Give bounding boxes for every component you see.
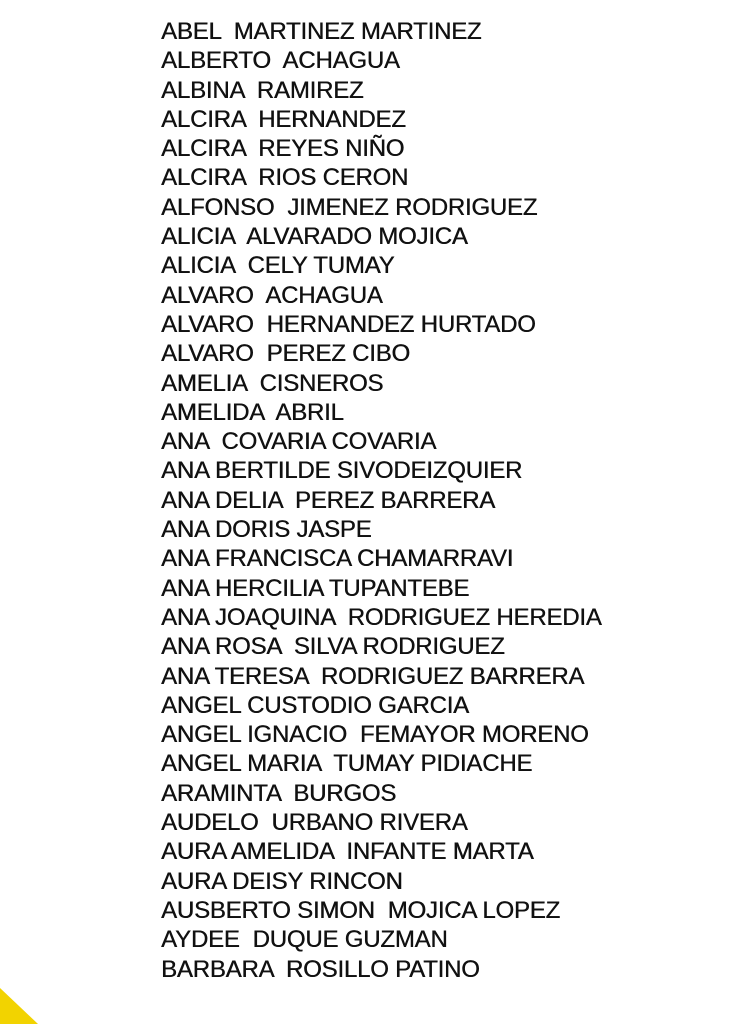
name-item: ALCIRA RIOS CERON xyxy=(161,164,409,192)
name-item: ANGEL CUSTODIO GARCIA xyxy=(161,691,469,719)
corner-accent-shape xyxy=(0,988,38,1024)
name-item: AUDELO URBANO RIVERA xyxy=(161,809,468,837)
name-item: ALICIA ALVARADO MOJICA xyxy=(161,223,468,251)
name-item: ANGEL MARIA TUMAY PIDIACHE xyxy=(161,750,533,778)
name-item: ANA BERTILDE SIVODEIZQUIER xyxy=(161,457,523,485)
name-item: ALVARO ACHAGUA xyxy=(161,281,383,309)
name-item: AYDEE DUQUE GUZMAN xyxy=(161,926,448,954)
name-item: ALCIRA REYES NIÑO xyxy=(161,135,405,163)
name-item: ANGEL IGNACIO FEMAYOR MORENO xyxy=(161,721,589,749)
name-item: ALFONSO JIMENEZ RODRIGUEZ xyxy=(161,193,538,221)
name-item: ABEL MARTINEZ MARTINEZ xyxy=(161,18,482,45)
name-item: ALICIA CELY TUMAY xyxy=(161,252,395,280)
name-item: ALVARO PEREZ CIBO xyxy=(161,340,410,368)
name-item: ALVARO HERNANDEZ HURTADO xyxy=(161,310,536,338)
name-item: ALBERTO ACHAGUA xyxy=(161,47,400,75)
name-item: ANA COVARIA COVARIA xyxy=(161,428,437,456)
name-item: AURA AMELIDA INFANTE MARTA xyxy=(161,838,534,866)
name-item: AMELIA CISNEROS xyxy=(161,369,384,397)
name-item: AURA DEISY RINCON xyxy=(161,867,403,895)
name-item: ANA JOAQUINA RODRIGUEZ HEREDIA xyxy=(161,603,602,631)
name-item: ARAMINTA BURGOS xyxy=(161,779,397,807)
name-item: ANA FRANCISCA CHAMARRAVI xyxy=(161,545,514,573)
name-item: AMELIDA ABRIL xyxy=(161,398,344,426)
name-item: ANA DORIS JASPE xyxy=(161,516,372,544)
name-item: ALBINA RAMIREZ xyxy=(161,76,364,104)
name-item: BARBARA ROSILLO PATINO xyxy=(161,955,480,983)
name-item: AUSBERTO SIMON MOJICA LOPEZ xyxy=(161,896,560,924)
name-list xyxy=(161,17,602,984)
name-item: ANA ROSA SILVA RODRIGUEZ xyxy=(161,633,505,661)
name-item: ANA TERESA RODRIGUEZ BARRERA xyxy=(161,662,585,690)
name-item: ANA HERCILIA TUPANTEBE xyxy=(161,574,470,602)
name-item: ALCIRA HERNANDEZ xyxy=(161,105,406,133)
name-item: ANA DELIA PEREZ BARRERA xyxy=(161,486,495,514)
